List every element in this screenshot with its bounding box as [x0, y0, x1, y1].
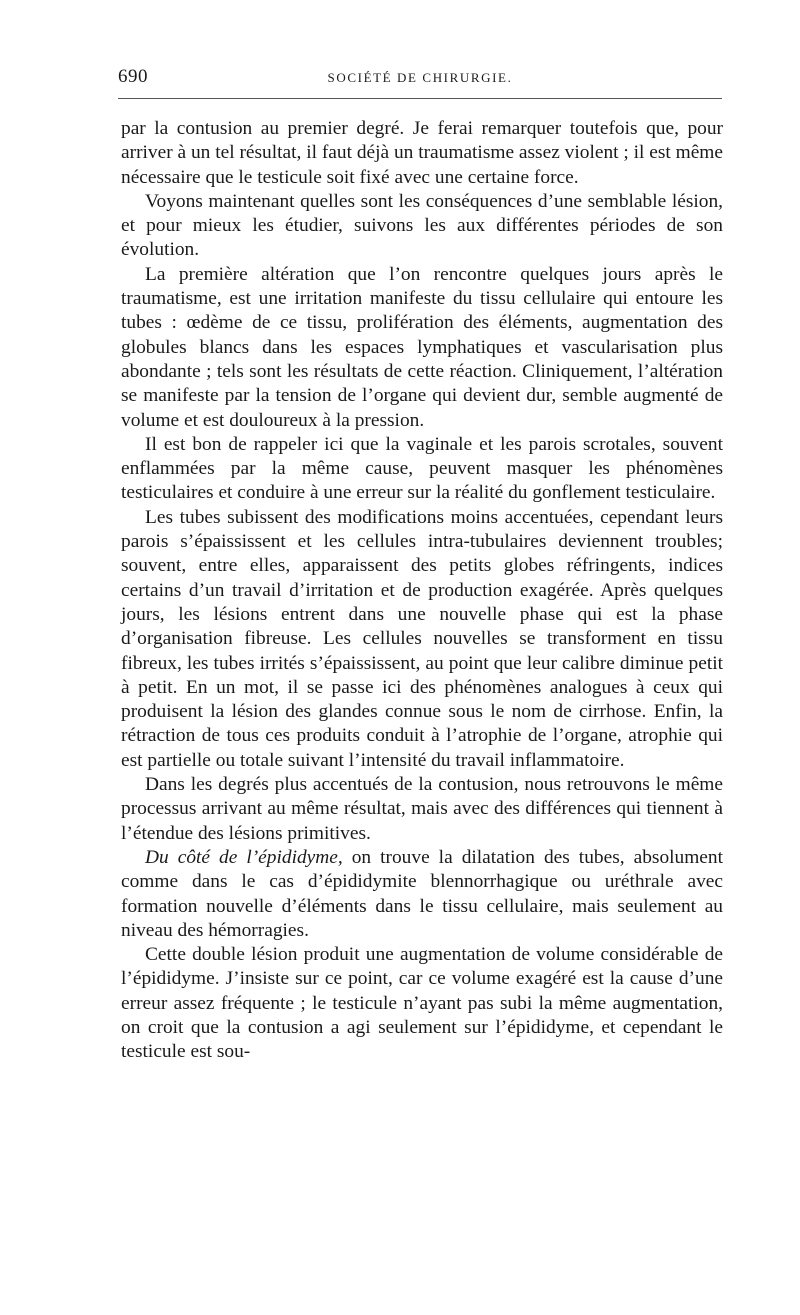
paragraph-2: Voyons maintenant quelles sont les conséquences d’une semblable lésion, et pour mieux les étudier, suivons les aux différentes périodes de son évolution. [121, 190, 723, 261]
paragraph-7-text: on trouve la dilatation des tubes, absolument comme dans le cas d’épididymite blennorrhagique ou uréthrale avec formation nouvelle d’éléments dans le tissu cellulaire, mais seulement au niveau des hémorragies. [121, 846, 723, 941]
page-number: 690 [118, 66, 148, 87]
paragraph-8: Cette double lésion produit une augmentation de volume considérable de l’épididyme. J’insiste sur ce point, car ce volume exagéré est la cause d’une erreur assez fréquente ; le testicule n’ayant pas subi la même augmentation, on croit que la contusion a agi seulement sur l’épididyme, et cependant le testicule est sou- [121, 944, 723, 1063]
paragraph-6: Dans les degrés plus accentués de la contusion, nous retrouvons le même processus arrivant au même résultat, mais avec des différences qui tiennent à l’étendue des lésions primitives. [121, 774, 723, 844]
body-text [121, 117, 723, 1065]
italic-phrase: Du côté de l’épididyme, [145, 846, 343, 868]
paragraph-7 [121, 846, 723, 943]
paragraph-1: par la contusion au premier degré. Je ferai remarquer toutefois que, pour arriver à un tel résultat, il faut déjà un traumatisme assez violent ; il est même nécessaire que le testicule soit fixé avec une certaine force. [121, 118, 723, 188]
page-header [118, 62, 722, 99]
running-title: SOCIÉTÉ DE CHIRURGIE. [327, 70, 513, 85]
paragraph-5: Les tubes subissent des modifications moins accentuées, cependant leurs parois s’épaississent et les cellules intra-tubulaires deviennent troubles; souvent, entre elles, apparaissent des petits globes réfringents, indices certains d’un travail d’irritation et de production exagérée. Après quelques jours, les lésions entrent dans une nouvelle phase qui est la phase d’organisation fibreuse. Les cellules nouvelles se transforment en tissu fibreux, les tubes irrités s’épaississent, au point que leur calibre diminue petit à petit. En un mot, il se passe ici des phénomènes analogues à ceux qui produisent la lésion des glandes connue sous le nom de cirrhose. Enfin, la rétraction de tous ces produits conduit à l’atrophie de l’organe, atrophie qui est partielle ou totale suivant l’intensité du travail inflammatoire. [121, 506, 723, 771]
paragraph-3: La première altération que l’on rencontre quelques jours après le traumatisme, est une irritation manifeste du tissu cellulaire qui entoure les tubes : œdème de ce tissu, prolifération des éléments, augmentation des globules blancs dans les espaces lymphatiques et vascularisation plus abondante ; tels sont les résultats de cette réaction. Cliniquement, l’altération se manifeste par la tension de l’organe qui devient dur, semble augmenté de volume et est douloureux à la pression. [121, 263, 723, 431]
paragraph-4: Il est bon de rappeler ici que la vaginale et les parois scrotales, souvent enflammées par la même cause, peuvent masquer les phénomènes testiculaires et conduire à une erreur sur la réalité du gonflement testiculaire. [121, 433, 723, 504]
